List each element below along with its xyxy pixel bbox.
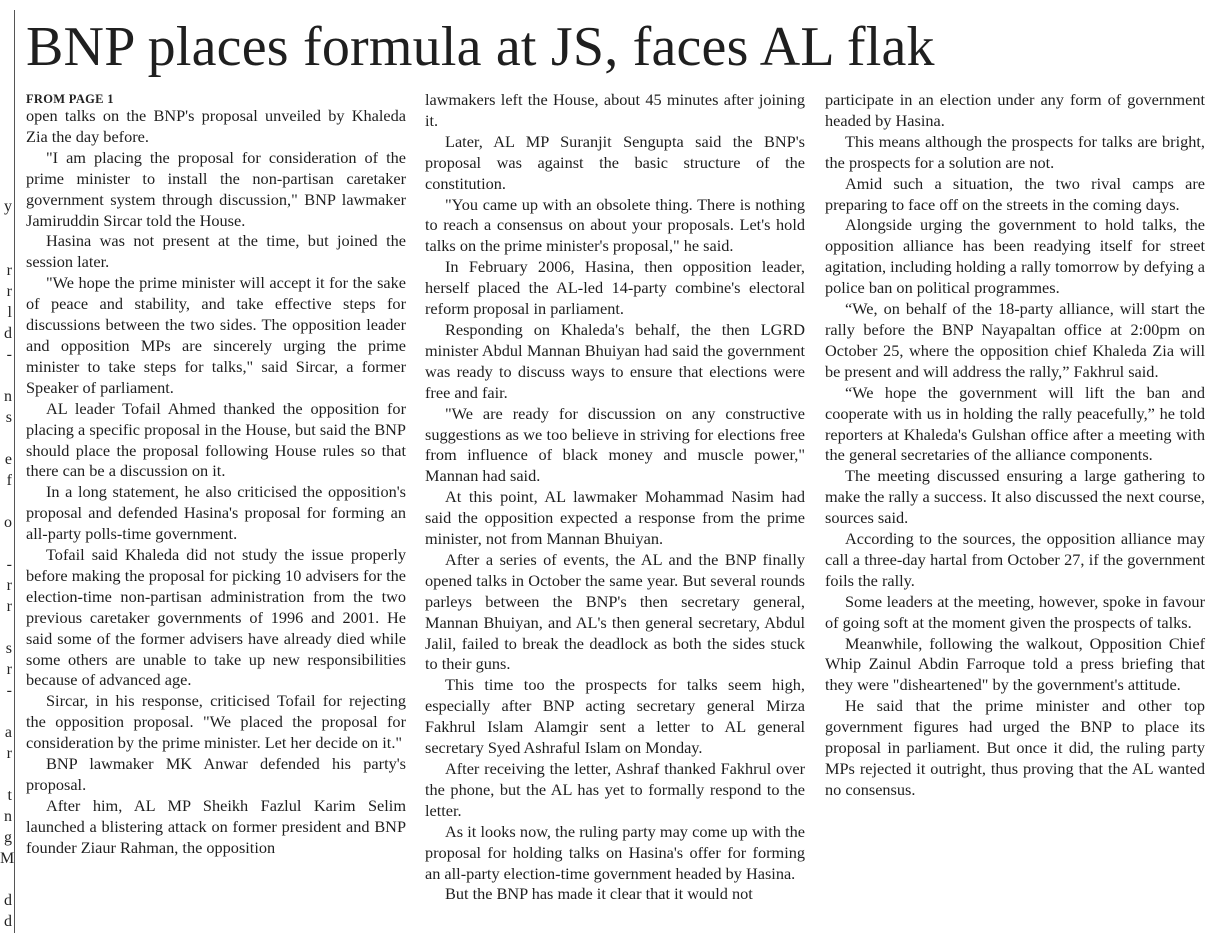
paragraph: “We, on behalf of the 18-party alliance, will start the rally before the BNP Nayapaltan office at 2:00pm on October 25, where the opposition chief Khaleda Zia will be present and will address the rally,” Fakhrul said. bbox=[825, 299, 1205, 381]
margin-fragment: a bbox=[4, 724, 12, 741]
paragraph: Some leaders at the meeting, however, spoke in favour of going soft at the moment given the prospects of talks. bbox=[825, 591, 1205, 632]
paragraph: lawmakers left the House, about 45 minutes after joining it. bbox=[425, 90, 805, 130]
paragraph: As it looks now, the ruling party may come up with the proposal for holding talks on Hasina's offer for forming an all-party election-time government headed by Hasina. bbox=[425, 821, 805, 883]
paragraph: This means although the prospects for talks are bright, the prospects for a solution are not. bbox=[825, 131, 1205, 172]
paragraph: This time too the prospects for talks seem high, especially after BNP acting secretary general Mirza Fakhrul Islam Alamgir sent a letter to AL general secretary Syed Ashraful Islam on Monday. bbox=[425, 675, 805, 758]
paragraph: "You came up with an obsolete thing. There is nothing to reach a consensus on about your proposals. Let's hold talks on the prime minister's proposal," he said. bbox=[425, 194, 805, 256]
paragraph: He said that the prime minister and other top government figures had urged the BNP to place its proposal in parliament. But once it did, the ruling party MPs rejected it outright, thus proving that the AL wanted no consensus. bbox=[825, 696, 1205, 799]
margin-fragment: s bbox=[5, 640, 12, 657]
margin-fragment: d bbox=[4, 892, 12, 909]
paragraph: In a long statement, he also criticised the opposition's proposal and defended Hasina's proposal for forming an all-party polls-time government. bbox=[26, 482, 406, 544]
paragraph: Later, AL MP Suranjit Sengupta said the BNP's proposal was against the basic structure of the constitution. bbox=[425, 131, 805, 193]
paragraph: Tofail said Khaleda did not study the issue properly before making the proposal for picking 10 advisers for the election-time non-partisan administration from the two previous caretaker governments of 1996 and 2001. He said some of the former advisers have already died while some others are unable to take up new responsibilities because of advanced age. bbox=[26, 545, 406, 690]
paragraph: After receiving the letter, Ashraf thanked Fakhrul over the phone, but the AL has yet to formally respond to the letter. bbox=[425, 759, 805, 820]
margin-fragment: f bbox=[6, 472, 12, 489]
article-headline: BNP places formula at JS, faces AL flak bbox=[26, 16, 935, 78]
article-column-1 bbox=[26, 106, 406, 859]
margin-fragment: s bbox=[5, 409, 12, 426]
jump-line: FROM PAGE 1 bbox=[26, 92, 114, 106]
paragraph: The meeting discussed ensuring a large gathering to make the rally a success. It also discussed the next course, sources said. bbox=[825, 466, 1205, 528]
margin-fragment: n bbox=[4, 808, 12, 825]
paragraph: According to the sources, the opposition alliance may call a three-day hartal from October 27, if the government foils the rally. bbox=[825, 529, 1205, 590]
margin-fragment: n bbox=[4, 388, 12, 405]
adjacent-article-fragment bbox=[0, 0, 15, 933]
margin-fragment: l bbox=[7, 304, 12, 321]
article-column-3 bbox=[825, 90, 1205, 801]
paragraph: Responding on Khaleda's behalf, the then LGRD minister Abdul Mannan Bhuiyan had said the government was ready to discuss ways to ensure that elections were free and fair. bbox=[425, 319, 805, 402]
margin-fragment: - bbox=[6, 682, 12, 699]
paragraph: open talks on the BNP's proposal unveiled by Khaleda Zia the day before. bbox=[26, 106, 406, 146]
article-column-2 bbox=[425, 90, 805, 905]
margin-fragment: o bbox=[4, 514, 12, 531]
paragraph: In February 2006, Hasina, then opposition leader, herself placed the AL-led 14-party combine's electoral reform proposal in parliament. bbox=[425, 257, 805, 319]
paragraph: Hasina was not present at the time, but joined the session later. bbox=[26, 231, 406, 272]
paragraph: "I am placing the proposal for consideration of the prime minister to install the non-partisan caretaker government system through discussion," BNP lawmaker Jamiruddin Sircar told the House. bbox=[26, 147, 406, 230]
margin-fragment: r bbox=[6, 745, 12, 762]
paragraph: BNP lawmaker MK Anwar defended his party's proposal. bbox=[26, 754, 406, 794]
paragraph: participate in an election under any form of government headed by Hasina. bbox=[825, 90, 1205, 130]
paragraph: “We hope the government will lift the ban and cooperate with us in holding the rally peacefully,” he told reporters at Khaleda's Gulshan office after a meeting with the general secretaries of the alliance components. bbox=[825, 382, 1205, 465]
margin-fragment: - bbox=[6, 556, 12, 573]
paragraph: "We are ready for discussion on any constructive suggestions as we too believe in striving for elections free from influence of black money and muscle power," Mannan had said. bbox=[425, 403, 805, 486]
paragraph: After him, AL MP Sheikh Fazlul Karim Selim launched a blistering attack on former president and BNP founder Ziaur Rahman, the opposition bbox=[26, 795, 406, 857]
paragraph: Alongside urging the government to hold talks, the opposition alliance has been readying itself for street agitation, including holding a rally tomorrow by defying a police ban on political programmes. bbox=[825, 215, 1205, 298]
margin-fragment: e bbox=[4, 451, 12, 468]
paragraph: But the BNP has made it clear that it would not bbox=[445, 884, 753, 904]
margin-fragment: r bbox=[6, 577, 12, 594]
margin-fragment: d bbox=[4, 325, 12, 342]
margin-fragment: r bbox=[6, 262, 12, 279]
margin-fragment: r bbox=[6, 661, 12, 678]
paragraph: AL leader Tofail Ahmed thanked the opposition for placing a specific proposal in the House, but said the BNP should place the proposal following House rules so that there can be a discussion on it. bbox=[26, 398, 406, 481]
paragraph: Amid such a situation, the two rival camps are preparing to face off on the streets in the coming days. bbox=[825, 173, 1205, 214]
paragraph: After a series of events, the AL and the BNP finally opened talks in October the same year. But several rounds parleys between the BNP's then secretary general, Mannan Bhuiyan, and AL's then general secretary, Abdul Jalil, failed to break the deadlock as both the sides stuck to their guns. bbox=[425, 549, 805, 674]
column-divider bbox=[14, 10, 15, 933]
paragraph: "We hope the prime minister will accept it for the sake of peace and stability, and take effective steps for discussions between the two sides. The opposition leader and opposition MPs are sincerely urging the prime minister to take steps for talks," said Sircar, a former Speaker of parliament. bbox=[26, 273, 406, 397]
margin-fragment: g bbox=[4, 829, 12, 846]
margin-fragment: d bbox=[4, 913, 12, 930]
margin-fragment: t bbox=[7, 787, 12, 804]
margin-fragment: r bbox=[6, 283, 12, 300]
paragraph: Meanwhile, following the walkout, Opposition Chief Whip Zainul Abdin Farroque told a press briefing that they were "disheartened" by the government's attitude. bbox=[825, 633, 1205, 695]
paragraph: Sircar, in his response, criticised Tofail for rejecting the opposition proposal. "We placed the proposal for consideration by the prime minister. Let her decide on it." bbox=[26, 691, 406, 753]
paragraph: At this point, AL lawmaker Mohammad Nasim had said the opposition expected a response from the prime minister, not from Mannan Bhuiyan. bbox=[425, 487, 805, 549]
margin-fragment: r bbox=[6, 598, 12, 615]
margin-fragment: y bbox=[4, 198, 12, 215]
margin-fragment: M bbox=[0, 850, 15, 867]
margin-fragment: - bbox=[6, 346, 12, 363]
